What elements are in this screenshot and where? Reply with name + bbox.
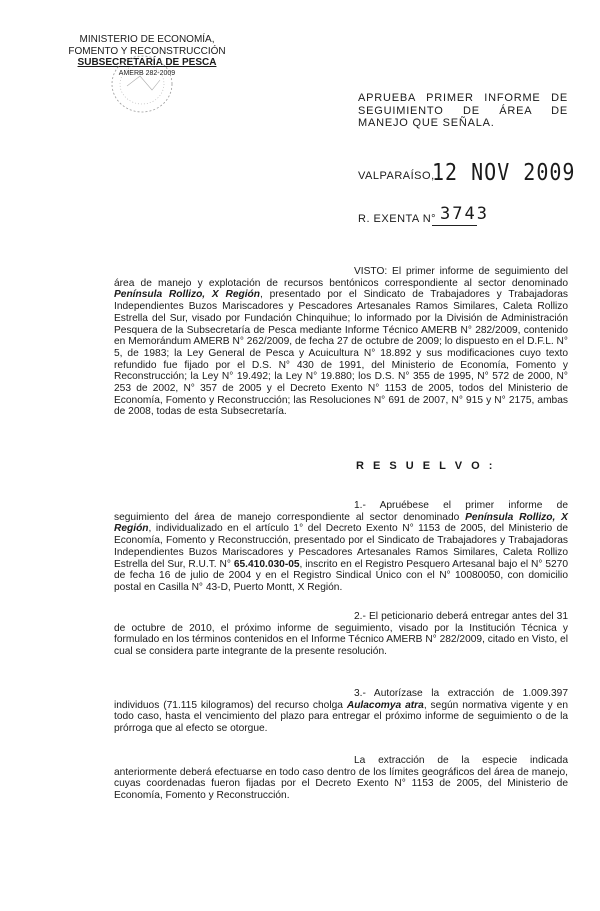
- item-1-lead: 1.- Apruébese el primer informe de seguimiento del área de manejo correspondiente al sector denominado: [114, 500, 568, 523]
- visto-rest: , presentado por el Sindicato de Trabajadores y Trabajadoras Independientes Buzos Mariscadores y Pescadores Artesanales Ramos Similares, Caleta Rollizo Estrella del Sur, visado por Fundación Chinquihue; lo informado por la División de Administración Pesquera de la Subsecretaría de Pesca mediante Informe Técnico AMERB N° 282/2009, contenido en Memorándum AMERB N° 262/2009, de fecha 27 de octubre de 2009; lo dispuesto en el D.F.L. N° 5, de 1983; la Ley General de Pesca y Acuicultura N° 18.892 y sus modificaciones cuyo texto refundido fue fijado por el D.S. N° 430 de 1991, del Ministerio de Economía, Fomento y Reconstrucción; la Ley N° 19.492; la Ley N° 19.880; los D.S. N° 355 de 1995, N° 572 de 2000, N° 253 de 2002, N° 357 de 2005 y el Decreto Exento N° 1153 de 2005, todos del Ministerio de Economía, Fomento y Reconstrucción; las Resoluciones N° 691 de 2007, N° 915 y N° 2175, ambas de 2008, todas de esta Subsecretaría.: [114, 289, 568, 418]
- item-1-rut: 65.410.030-05: [233, 558, 300, 570]
- resolution-title: APRUEBA PRIMER INFORME DE SEGUIMIENTO DE ÁREA DE MANEJO QUE SEÑALA.: [358, 92, 568, 129]
- item-2-text: 2.- El peticionario deberá entregar antes del 31 de octubre de 2010, el próximo informe de seguimiento, visado por la Institución Técnica y formulado en los términos contenidos en el Informe Técnico AMERB N° 282/2009, citado en Visto, el cual se considera parte integrante de la presente resolución.: [114, 611, 568, 658]
- visto-paragraph: [114, 266, 568, 418]
- subsecretaria-name: SUBSECRETARÍA DE PESCA: [77, 57, 217, 68]
- resuelvo-heading: R E S U E L V O :: [356, 460, 496, 472]
- item-1-rest: , inscrito en el Registro Pesquero Artesanal bajo el N° 5270 de fecha 16 de julio de 2004 y en el Registro Sindical Único con el N° 10080050, con domicilio postal en Casilla N° 43-D, Puerto Montt, X Región.: [114, 558, 568, 593]
- amerb-reference: AMERB 282-2009: [118, 69, 176, 77]
- item-3-paragraph: [114, 688, 568, 735]
- item-1-paragraph: [114, 500, 568, 594]
- item-3-lead: 3.- Autorízase la extracción de 1.009.397 individuos (71.115 kilogramos) del recurso cholga: [114, 688, 568, 711]
- exenta-underline: [432, 225, 477, 226]
- exenta-number: 3743: [440, 204, 489, 224]
- official-seal-stamp: [92, 46, 212, 116]
- date-stamp: 12 NOV 2009: [432, 158, 576, 186]
- date-label: VALPARAÍSO,: [358, 170, 435, 182]
- ministry-name-2: FOMENTO Y RECONSTRUCCIÓN: [68, 45, 226, 57]
- exenta-label: R. EXENTA N°: [358, 213, 437, 225]
- visto-sector: Península Rollizo, X Región: [114, 289, 261, 301]
- item-3-species: Aulacomya atra: [346, 699, 424, 711]
- item-3b-text: La extracción de la especie indicada anteriormente deberá efectuarse en todo caso dentro de los límites geográficos del área de manejo, cuyas coordenadas fueron fijadas por el Decreto Exento N° 1153 de 2005, del Ministerio de Economía, Fomento y Reconstrucción.: [114, 755, 568, 802]
- visto-lead: VISTO: El primer informe de seguimiento del área de manejo y explotación de recursos bentónicos correspondiente al sector denominado: [114, 266, 568, 289]
- item-2-paragraph: [114, 611, 568, 658]
- item-1-mid: , individualizado en el artículo 1° del Decreto Exento N° 1153 de 2005, del Ministerio de Economía, Fomento y Reconstrucción, presentado por el Sindicato de Trabajadores y Trabajadoras Independientes Buzos Mariscadores y Pescadores Artesanales Ramos Similares, Caleta Rollizo Estrella del Sur, R.U.T. N°: [114, 523, 568, 570]
- item-3b-paragraph: [114, 755, 568, 802]
- item-1-sector: Península Rollizo, X Región: [114, 511, 568, 535]
- item-3-rest: , según normativa vigente y en todo caso, hasta el vencimiento del plazo para entregar el próximo informe de seguimiento o de la prórroga que al efecto se otorgue.: [114, 699, 568, 735]
- ministry-name: MINISTERIO DE ECONOMÍA,: [79, 34, 215, 45]
